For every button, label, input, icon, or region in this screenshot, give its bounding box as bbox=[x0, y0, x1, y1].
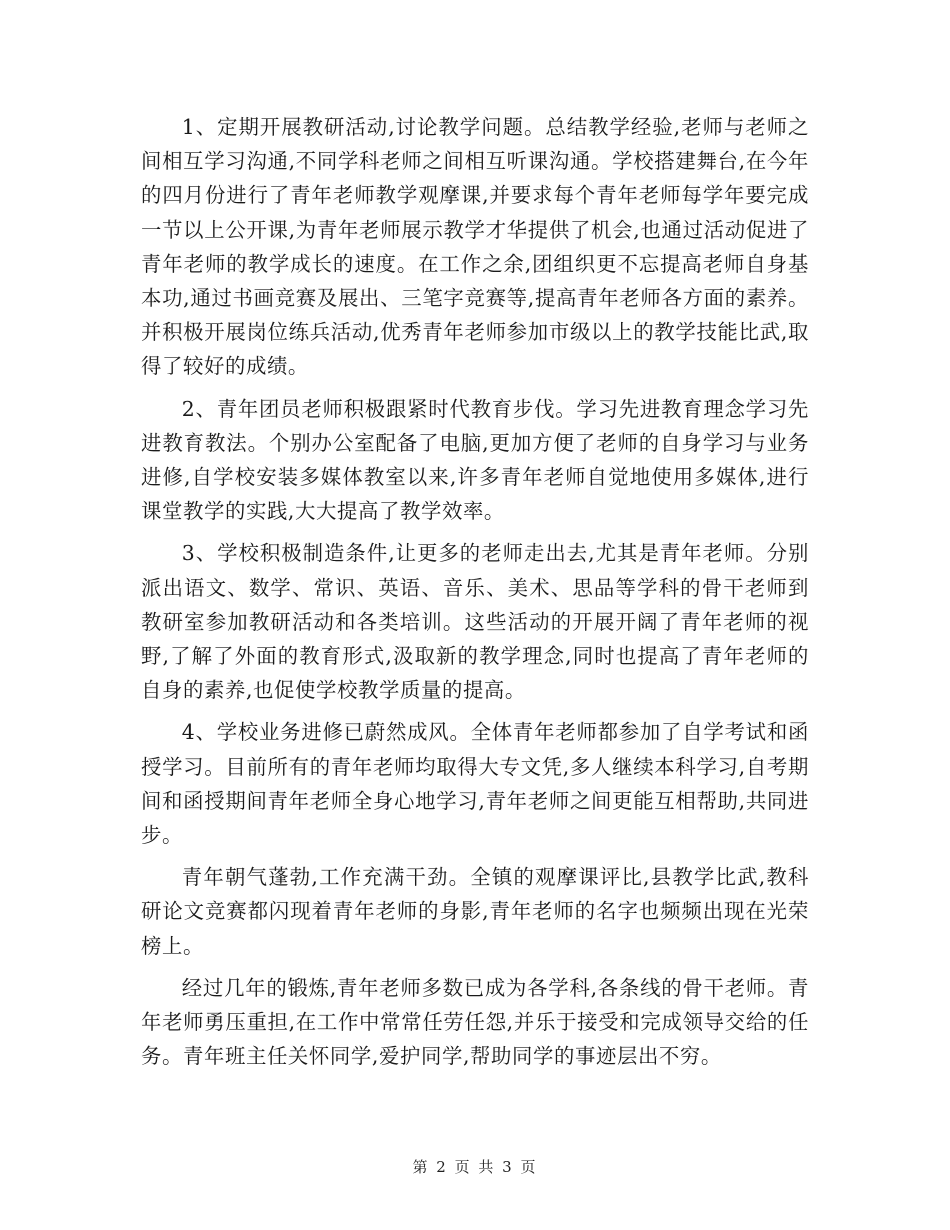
page-number-footer: 第 2 页 共 3 页 bbox=[412, 1158, 538, 1176]
paragraph-1: 1、定期开展教研活动,讨论教学问题。总结教学经验,老师与老师之间相互学习沟通,不同学科老师之间相互听课沟通。学校搭建舞台,在今年的四月份进行了青年老师教学观摩课,并要求每个青年老师每学年要完成一节以上公开课,为青年老师展示教学才华提供了机会,也通过活动促进了青年老师的教学成长的速度。在工作之余,团组织更不忘提高老师自身基本功,通过书画竞赛及展出、三笔字竞赛等,提高青年老师各方面的素养。并积极开展岗位练兵活动,优秀青年老师参加市级以上的教学技能比武,取得了较好的成绩。 bbox=[141, 115, 809, 379]
paragraph-6: 经过几年的锻炼,青年老师多数已成为各学科,各条线的骨干老师。青年老师勇压重担,在工作中常常任劳任怨,并乐于接受和完成领导交给的任务。青年班主任关怀同学,爱护同学,帮助同学的事迹层出不穷。 bbox=[141, 975, 809, 1069]
document-body bbox=[141, 110, 809, 1081]
paragraph-3: 3、学校积极制造条件,让更多的老师走出去,尤其是青年老师。分别派出语文、数学、常识、英语、音乐、美术、思品等学科的骨干老师到教研室参加教研活动和各类培训。这些活动的开展开阔了青年老师的视野,了解了外面的教育形式,汲取新的教学理念,同时也提高了青年老师的自身的素养,也促使学校教学质量的提高。 bbox=[141, 541, 809, 703]
paragraph-5: 青年朝气蓬勃,工作充满干劲。全镇的观摩课评比,县教学比武,教科研论文竞赛都闪现着青年老师的身影,青年老师的名字也频频出现在光荣榜上。 bbox=[141, 865, 809, 958]
paragraph-2: 2、青年团员老师积极跟紧时代教育步伐。学习先进教育理念学习先进教育教法。个别办公室配备了电脑,更加方便了老师的自身学习与业务进修,自学校安装多媒体教室以来,许多青年老师自觉地使用多媒体,进行课堂教学的实践,大大提高了教学效率。 bbox=[141, 396, 809, 524]
paragraph-4: 4、学校业务进修已蔚然成风。全体青年老师都参加了自学考试和函授学习。目前所有的青年老师均取得大专文凭,多人继续本科学习,自考期间和函授期间青年老师全身心地学习,青年老师之间更能互相帮助,共同进步。 bbox=[141, 720, 809, 848]
